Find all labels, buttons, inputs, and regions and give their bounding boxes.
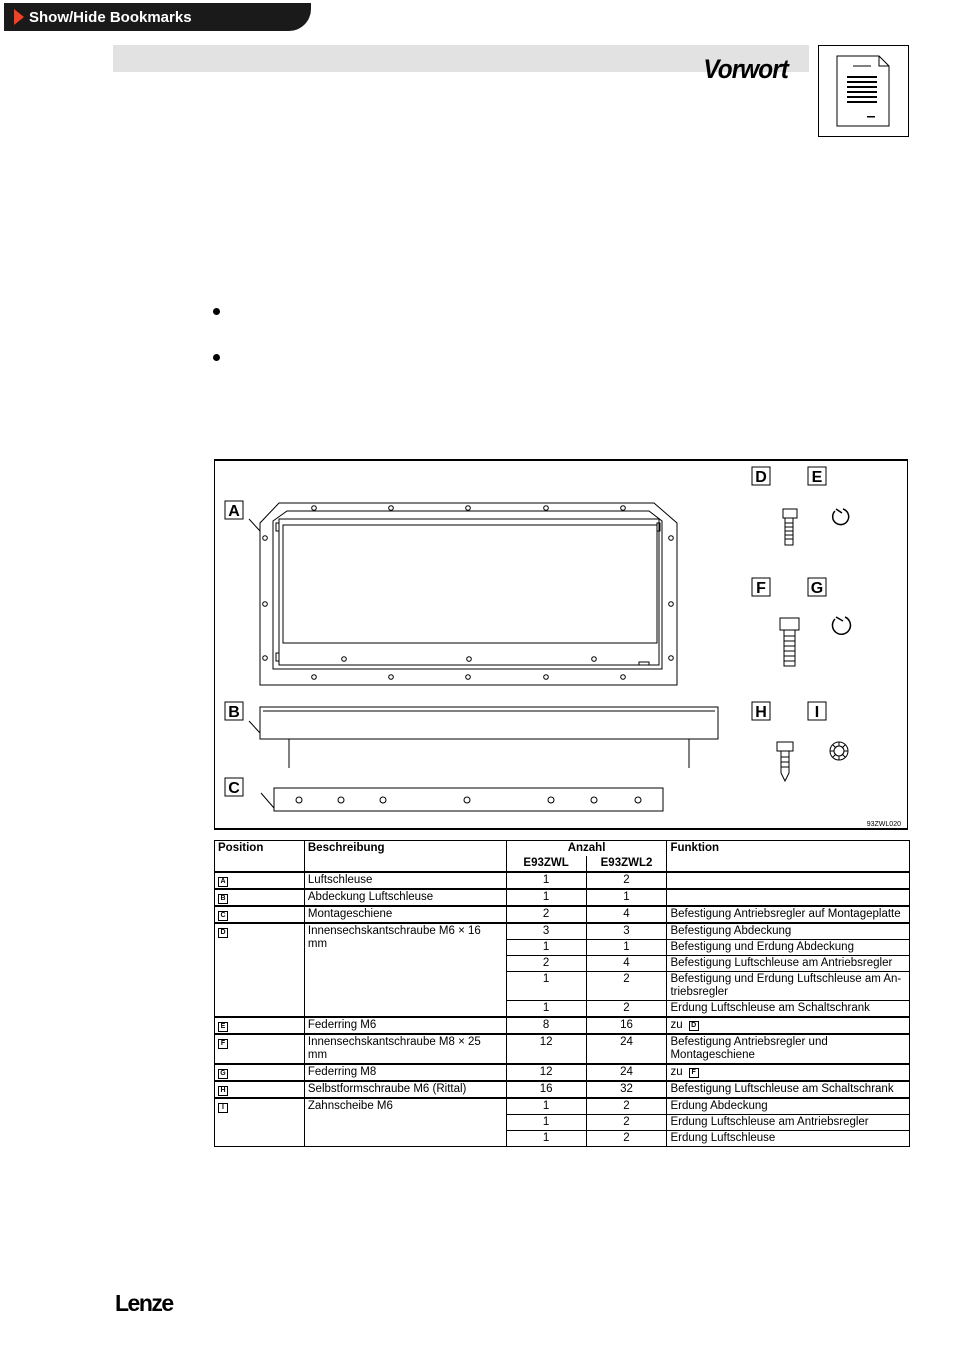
table-cell-n1: 1 (506, 1131, 586, 1147)
label-c: C (228, 780, 240, 797)
table-cell-n2: 4 (586, 906, 667, 923)
col-header-funktion: Funktion (667, 841, 910, 873)
table-cell-func (667, 1064, 910, 1081)
show-hide-bookmarks-button[interactable] (4, 3, 311, 31)
label-i: I (814, 704, 820, 721)
label-h: H (755, 704, 767, 721)
table-cell-func (667, 1017, 910, 1034)
table-cell-n2: 32 (586, 1081, 667, 1098)
table-cell-n1: 1 (506, 972, 586, 1001)
position-box: H (218, 1086, 228, 1096)
position-box: B (218, 894, 228, 904)
bullet-point (213, 308, 220, 315)
part-b-drawing (249, 707, 718, 768)
table-cell-func: Erdung Luftschleuse (667, 1131, 910, 1147)
label-b: B (228, 704, 240, 721)
table-cell-n2: 2 (586, 1131, 667, 1147)
table-cell-func (667, 872, 910, 889)
table-cell-desc: Montageschiene (304, 906, 506, 923)
label-a: A (228, 503, 240, 520)
table-cell-n2: 2 (586, 972, 667, 1001)
table-cell-n1: 1 (506, 940, 586, 956)
position-box: G (218, 1069, 228, 1079)
table-cell-n1: 1 (506, 1001, 586, 1018)
table-cell-func: Befestigung Antriebsregler auf Montageplatte (667, 906, 910, 923)
reference-box: D (689, 1021, 699, 1031)
table-cell-n2: 2 (586, 1115, 667, 1131)
triangle-right-icon (14, 9, 24, 25)
reference-box: F (689, 1068, 699, 1078)
document-icon (818, 45, 909, 137)
table-cell-desc: Zahnscheibe M6 (304, 1098, 506, 1147)
position-box: D (218, 928, 228, 938)
table-row (215, 872, 910, 889)
table-cell-func: Erdung Abdeckung (667, 1098, 910, 1115)
func-line-2: triebsregler (670, 986, 728, 998)
table-cell-n1: 2 (506, 906, 586, 923)
table-cell-n1: 8 (506, 1017, 586, 1034)
col-header-beschreibung: Beschreibung (304, 841, 506, 873)
func-line-1: Befestigung und Erdung Luftschleuse am An- (670, 973, 902, 985)
table-cell-n1: 12 (506, 1064, 586, 1081)
table-cell-desc: Innensechskantschraube M8 × 25 mm (304, 1034, 506, 1064)
table-cell-desc: Innensechskantschraube M6 × 16 mm (304, 923, 506, 1017)
part-c-drawing (261, 788, 663, 811)
label-e: E (811, 469, 823, 486)
table-cell-func (667, 972, 910, 1001)
table-cell-n1: 1 (506, 889, 586, 906)
func-text: zu (670, 1019, 683, 1031)
col-header-position: Position (215, 841, 305, 873)
table-cell-n2: 1 (586, 940, 667, 956)
table-cell-n2: 2 (586, 1001, 667, 1018)
table-cell-desc: Selbstformschraube M6 (Rittal) (304, 1081, 506, 1098)
table-row (215, 1017, 910, 1034)
lenze-logo: Lenze (115, 1290, 173, 1316)
table-cell-n1: 12 (506, 1034, 586, 1064)
part-f-drawing (780, 618, 799, 666)
table-cell-func (667, 889, 910, 906)
col-header-e93zwl: E93ZWL (506, 856, 586, 872)
col-header-anzahl: Anzahl (506, 841, 667, 857)
position-box: F (218, 1039, 228, 1049)
table-row (215, 889, 910, 906)
table-row (215, 1034, 910, 1064)
col-header-e93zwl2: E93ZWL2 (586, 856, 667, 872)
table-cell-n2: 24 (586, 1034, 667, 1064)
table-cell-desc: Federring M8 (304, 1064, 506, 1081)
part-h-drawing (777, 742, 793, 781)
table-row (215, 1081, 910, 1098)
table-cell-func: Erdung Luftschleuse am Schaltschrank (667, 1001, 910, 1018)
table-row (215, 923, 910, 940)
label-g: G (810, 580, 824, 597)
label-f: F (756, 580, 766, 597)
position-box: E (218, 1022, 228, 1032)
table-cell-func: Befestigung und Erdung Abdeckung (667, 940, 910, 956)
parts-table (214, 840, 910, 1147)
figure-code: 93ZWL020 (866, 821, 901, 828)
label-d: D (755, 469, 767, 486)
bullet-point (213, 354, 220, 361)
part-d-drawing (783, 509, 797, 545)
func-text: zu (670, 1066, 683, 1078)
table-cell-n1: 1 (506, 1098, 586, 1115)
part-i-drawing (830, 742, 848, 760)
part-a-drawing (249, 503, 677, 685)
table-cell-n2: 4 (586, 956, 667, 972)
part-g-drawing (832, 617, 850, 634)
table-cell-n2: 2 (586, 1098, 667, 1115)
table-cell-func: Befestigung Antriebsregler und Montageschiene (667, 1034, 910, 1064)
table-cell-n1: 1 (506, 1115, 586, 1131)
table-cell-n2: 16 (586, 1017, 667, 1034)
table-cell-n1: 1 (506, 872, 586, 889)
table-cell-func: Erdung Luftschleuse am Antriebsregler (667, 1115, 910, 1131)
position-box: A (218, 877, 228, 887)
table-cell-n2: 1 (586, 889, 667, 906)
bookmarks-button-label: Show/Hide Bookmarks (29, 8, 192, 26)
parts-figure (214, 459, 908, 830)
table-cell-n1: 16 (506, 1081, 586, 1098)
table-cell-func: Befestigung Abdeckung (667, 923, 910, 940)
table-cell-desc: Abdeckung Luftschleuse (304, 889, 506, 906)
page-title: Vorwort (703, 54, 788, 84)
table-row (215, 906, 910, 923)
position-box: I (218, 1103, 228, 1113)
table-cell-func: Befestigung Luftschleuse am Antriebsregler (667, 956, 910, 972)
table-row (215, 1064, 910, 1081)
table-cell-desc: Federring M6 (304, 1017, 506, 1034)
table-cell-n2: 2 (586, 872, 667, 889)
table-cell-n1: 3 (506, 923, 586, 940)
table-cell-func: Befestigung Luftschleuse am Schaltschrank (667, 1081, 910, 1098)
table-cell-desc: Luftschleuse (304, 872, 506, 889)
table-row (215, 1098, 910, 1115)
table-cell-n1: 2 (506, 956, 586, 972)
table-cell-n2: 3 (586, 923, 667, 940)
table-cell-n2: 24 (586, 1064, 667, 1081)
position-box: C (218, 911, 228, 921)
part-e-drawing (833, 509, 849, 525)
